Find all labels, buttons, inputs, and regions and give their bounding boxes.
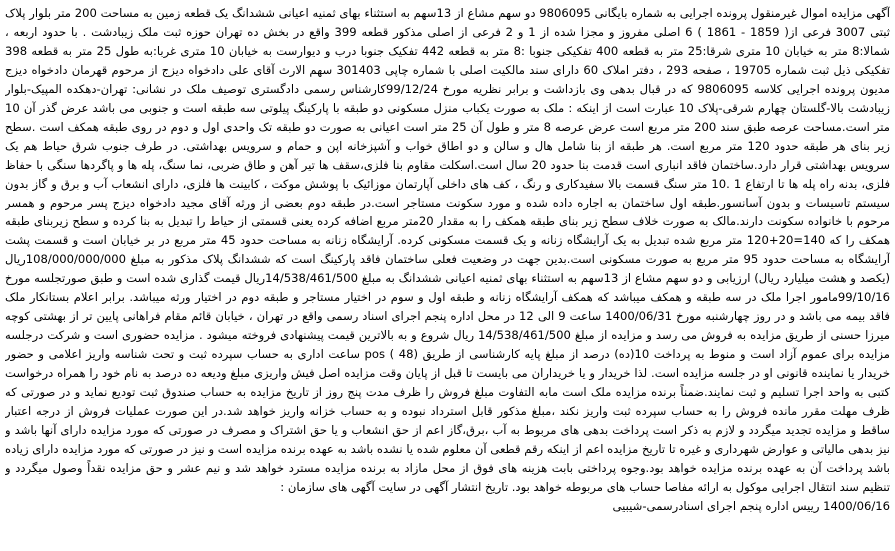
auction-notice	[5, 4, 890, 547]
notice-footer-signature: 1400/06/16 رییس اداره پنجم اجرای اسنادرسمی-شیبیی	[612, 498, 890, 513]
notice-body-text: آگهی مزایده اموال غیرمنقول پرونده اجرایی به شماره بایگانی 9806095 دو سهم مشاع از 13سهم به استثناء بهای ثمنیه اعیانی ششدانگ یک قطعه زمین به مساحت 200 متر بلوار پلاک ثبتی 3007 فرعی از( 1859 - 1861 ) 6 اصلی مفروز و مجزا شده از 1 و 2 فرعی از اصلی مذکور قطعه 399 واقع در بخش ده تهران حوزه ثبت ملک زیبادشت . با حدود اربعه ، شمالا:8 متر به خیابان 10 متری شرقا:25 متر به قطعه 400 تفکیکی جنوبا :8 متر به قطعه 442 تفکیک جنوبا درب و دیوارست به خیابان 10 متری غربا:به طول 25 متر به قطعه 398 تفکیکی ذیل ثبت شماره 19705 ، صفحه 293 ، دفتر املاک 60 دارای سند مالکیت اصلی با شماره چاپی 301403 سهم الارث آقای علی دادخواه دیزج از مرحوم قهرمان دادخواه دیزج مدیون پرونده اجرایی کلاسه 9806095 که در قبال بدهی وی بازداشت و برابر نظریه مورخ 99/12/24کارشناس رسمی دادگستری توصیف ملک در نشانی: تهران-دهکده المپیک-بلوار زیبادشت بالا-گلستان چهارم شرقی-پلاک 10 عبارت است از اینکه : ملک به صورت یکباب منزل مسکونی دو طبقه با پارکینگ پیلوتی سه طبقه است و جنوبی می باشد عرض گذر آن 10 متر است.مساحت عرصه طبق سند 200 متر مربع است عرض عرصه 8 متر و طول آن 25 متر است اعیانی به صورت دو طبقه تک واحدی اول و دوم در روی طبقه همکف است .سطح زیر بنای هر طبقه حدود 120 متر مربع است. هر طبقه از بنا شامل هال و سالن و دو اطاق خواب و آشپزخانه اپن و حمام و سرویس بهداشتی. در طرف جنوب شرق حیاط هم یک سرویس بهداشتی قرار دارد.ساختمان فاقد انباری است قدمت بنا حدود 20 سال است.اسکلت مقاوم بنا فلزی،سقف ها تیر آهن و طاق ضربی، نما سنگ، پله ها و پاگردها سنگی با حفاظ فلزی، بدنه راه پله ها تا ارتفاع 1 .10 متر سنگ قسمت بالا سفیدکاری و رنگ ، کف های داخلی آپارتمان موزائیک با پوشش موکت ، کابینت ها فلزی، دارای انشعاب آب و برق و گاز بدون سیستم تاسیسات و بدون آسانسور.طبقه اول ساختمان به اجاره داده شده و مورد سکونت مستاجر است.در طبقه دوم بعضی از ورثه آقای مجید دادخواه دیزج پسر مرحوم و همسر مرحوم با خانواده سکونت دارند.مالک به صورت خلاف سطح زیر بنای طبقه همکف را به مقدار 20متر مربع اضافه کرده یعنی قسمتی از حیاط را تبدیل به بنا کرده و سطح زیربنای طبقه همکف را که 140=20+120 متر مربع شده تبدیل به یک آرایشگاه زنانه و یک قسمت مسکونی کرده. آرایشگاه زنانه به مساحت حدود 45 متر مربع در بر خیابان است و قسمت پشت آرایشگاه به مساحت حدود 95 متر مربع به صورت مسکونی است.بدین جهت در وضعیت فعلی ساختمان فاقد پارکینگ است که ششدانگ پلاک مذکور به مبلغ 108/000/000/000ریال (یکصد و هشت میلیارد ریال) ارزیابی و دو سهم مشاع از 13سهم به استثناء بهای ثمنیه اعیانی ششدانگ به مبلغ 14/538/461/500ریال قیمت گذاری شده است و طبق صورتجلسه مورخ 99/10/16مامور اجرا ملک در سه طبقه و همکف میباشد که همکف آرایشگاه زنانه و طبقه اول و سوم در اختیار مستاجر و طبقه دوم در اختیار ورثه میباشد. برابر اعلام بستانکار ملک فاقد بیمه می باشد و در روز چهارشنبه مورخ 1400/06/31 ساعت 9 الی 12 در محل اداره پنجم اجرای اسناد رسمی واقع در تهران ، خیابان قائم مقام فراهانی پایین تر از بهشتی کوچه میرزا حسنی از طریق مزایده به فروش می رسد و مزایده از مبلغ 14/538/461/500 ریال شروع و به بالاترین قیمت پیشنهادی فروخته میشود . مزایده حضوری است و شرکت درجلسه مزایده برای عموم آزاد است و منوط به پرداخت 10(ده) درصد از مبلغ پایه کارشناسی از طریق (48 ) pos ساعت اداری به حساب سپرده ثبت و تحت شناسه واریز اعلامی و حضور خریدار یا نماینده قانونی او در جلسه مزایده است. لذا خریدار و یا خریداران می بایست تا قبل از پایان وقت مزایده اصل فیش واریزی مبلغ ودیعه ده درصد به نام خود را همراه درخواست کتبی به واحد اجرا تسلیم و ثبت نمایند.ضمناً برنده مزایده ملک است مابه التفاوت مبلغ فروش را ظرف مدت پنج روز از تاریخ مزایده به حساب صندوق ثبت تودیع نماید و در صورتی که ظرف مهلت مقرر مانده فروش را به حساب سپرده ثبت واریز نکند ،مبلغ مذکور قابل استرداد نبوده و به حساب خزانه واریز خواهد شد.در این صورت عملیات فروش از درجه اعتبار ساقط و مزایده تجدید میگردد و لازم به ذکر است پرداخت بدهی های مربوط به آب ،برق،گاز اعم از حق انشعاب و یا حق اشتراک و مصرف در صورتی که مورد مزایده دارای آنها باشد و نیز بدهی مالیاتی و عوارض شهرداری و غیره تا تاریخ مزایده اعم از اینکه رقم قطعی آن معلوم شده یا نشده باشد به عهده برنده مزایده است و نیز در صورتی که مورد مزایده دارای زیاده باشد پرداخت آن به عهده برنده مزایده خواهد بود.وجوه پرداختی بابت هزینه های فوق از محل مازاد به برنده مزایده مسترد خواهد شد و نیم عشر و حق مزایده نقداً وصول میگردد و تنظیم سند انتقال اجرایی موکول به ارائه مفاصا حساب های مربوطه خواهد بود. تاریخ انتشار آگهی در سایت آگهی های سازمان :	[5, 6, 890, 494]
